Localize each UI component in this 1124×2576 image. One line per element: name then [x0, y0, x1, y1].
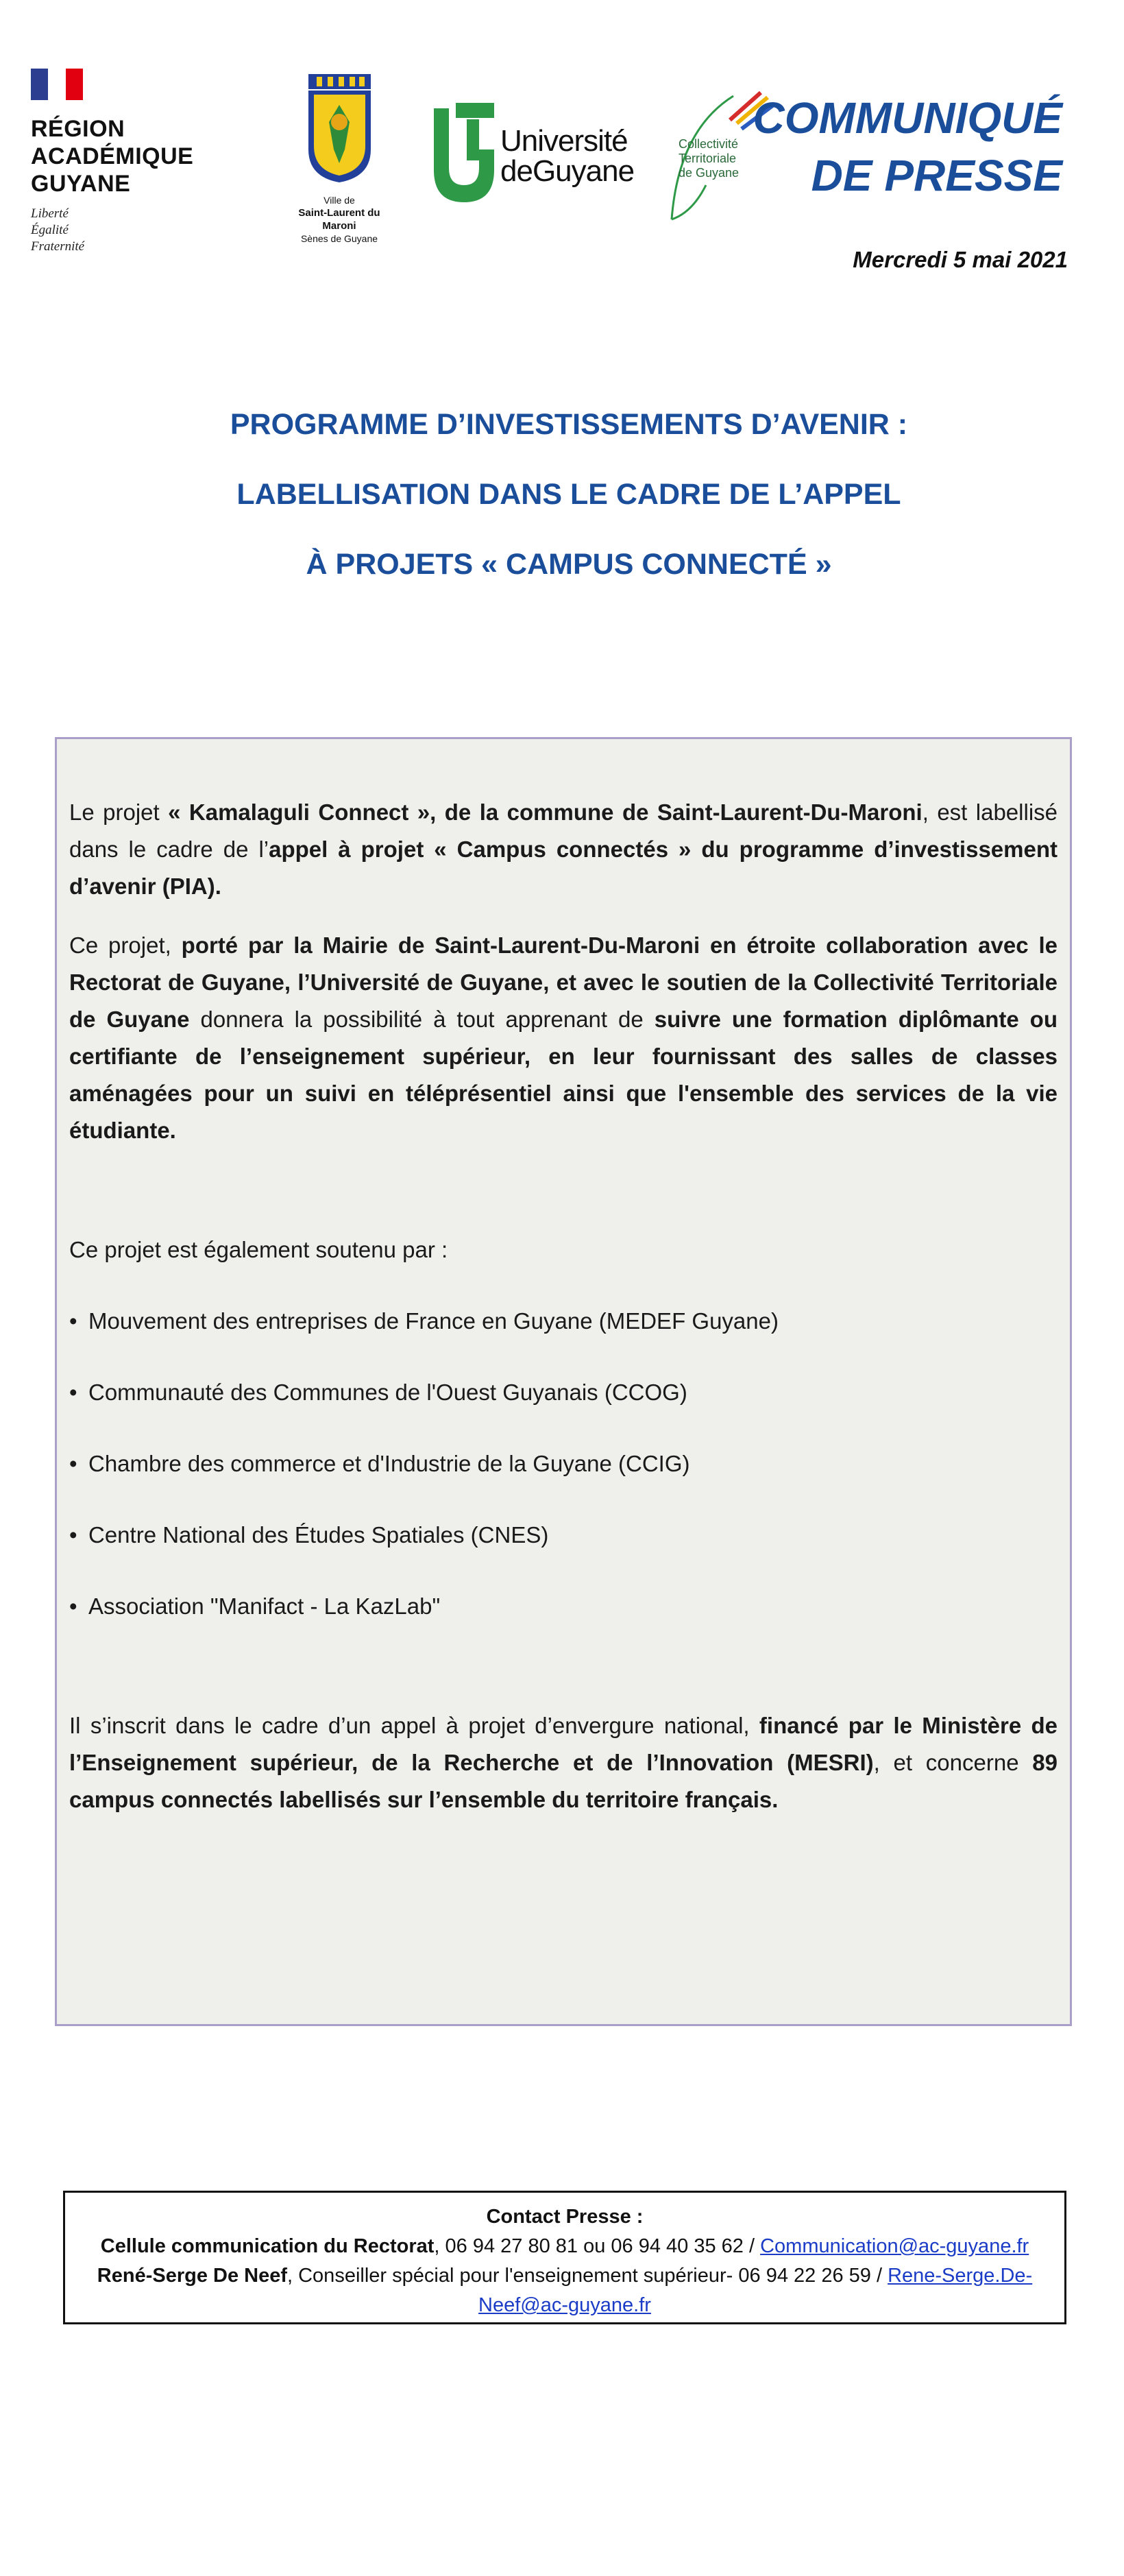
- city-caption: Ville de Saint-Laurent du Maroni Sènes de Guyane: [298, 195, 380, 244]
- adviser-email-link[interactable]: Rene-Serge.De-Neef@ac-guyane.fr: [478, 2265, 1033, 2316]
- body-text: [69, 794, 1058, 1818]
- city-coat-of-arms-icon: [307, 74, 372, 184]
- paragraph-intro: Le projet « Kamalaguli Connect », de la commune de Saint-Laurent-Du-Maroni, est labellisé dans le cadre de l’appel à projet « Campus connectés » du programme d’investissement d’avenir (PIA).: [69, 799, 1058, 899]
- list-item: • Chambre des commerce et d'Industrie de la Guyane (CCIG): [69, 1445, 1058, 1482]
- region-title: RÉGION ACADÉMIQUE GUYANE: [31, 116, 194, 197]
- press-contact-box: [63, 2191, 1066, 2324]
- ctg-wordmark: Collectivité Territoriale de Guyane: [679, 137, 740, 180]
- universite-guyane-logo: [428, 96, 634, 213]
- republic-motto: Liberté Égalité Fraternité: [31, 206, 85, 254]
- contact-line-adviser: René-Serge De Neef, Conseiller spécial pour l'enseignement supérieur- 06 94 22 26 59 / Rene-Serge.De-Neef@ac-guyane.fr: [97, 2265, 1033, 2316]
- list-item: • Mouvement des entreprises de France en Guyane (MEDEF Guyane): [69, 1303, 1058, 1340]
- list-item: • Centre National des Études Spatiales (CNES): [69, 1517, 1058, 1554]
- bullet-icon: •: [69, 1522, 77, 1548]
- universite-u-icon: [428, 96, 497, 209]
- press-release-headline: PROGRAMME D’INVESTISSEMENTS D’AVENIR : LABELLISATION DANS LE CADRE DE L’APPEL À PROJETS « CAMPUS CONNECTÉ »: [230, 408, 908, 581]
- support-intro: Ce projet est également soutenu par :: [69, 1237, 448, 1262]
- main-content-box: [55, 737, 1072, 2026]
- list-item: • Association "Manifact - La KazLab": [69, 1588, 1058, 1625]
- contact-line-rectorat: Cellule communication du Rectorat, 06 94 27 80 81 ou 06 94 40 35 62 / Communication@ac-guyane.fr: [100, 2235, 1029, 2257]
- bullet-icon: •: [69, 1593, 77, 1619]
- bullet-icon: •: [69, 1380, 77, 1405]
- contact-title: Contact Presse :: [486, 2206, 644, 2228]
- list-item: • Communauté des Communes de l'Ouest Guyanais (CCOG): [69, 1374, 1058, 1411]
- publication-date: Mercredi 5 mai 2021: [853, 247, 1068, 272]
- paragraph-project: Ce projet, porté par la Mairie de Saint-Laurent-Du-Maroni en étroite collaboration avec le Rectorat de Guyane, l’Université de Guyane, et avec le soutien de la Collectivité Territoriale de Guyane donnera la possibilité à tout apprenant de suivre une formation diplômante ou certifiante de l’enseignement supérieur, en leur fournissant des salles de classes aménagées pour un suivi en téléprésentiel ainsi que l'ensemble des services de la vie étudiante.: [69, 932, 1058, 1143]
- universite-wordmark: Université deGuyane: [500, 124, 635, 188]
- paragraph-funding: Il s’inscrit dans le cadre d’un appel à projet d’envergure national, financé par le Ministère de l’Enseignement supérieur, de la Recherche et de l’Innovation (MESRI), et concerne 89 campus connectés labellisés sur l’ensemble du territoire français.: [69, 1713, 1058, 1812]
- rectorat-email-link[interactable]: Communication@ac-guyane.fr: [760, 2235, 1029, 2257]
- bullet-icon: •: [69, 1451, 77, 1476]
- saint-laurent-logo: [281, 74, 398, 245]
- communique-title: COMMUNIQUÉ DE PRESSE: [753, 93, 1062, 200]
- region-academique-logo: [31, 69, 257, 254]
- french-flag-icon: [31, 69, 83, 100]
- bullet-icon: •: [69, 1308, 77, 1334]
